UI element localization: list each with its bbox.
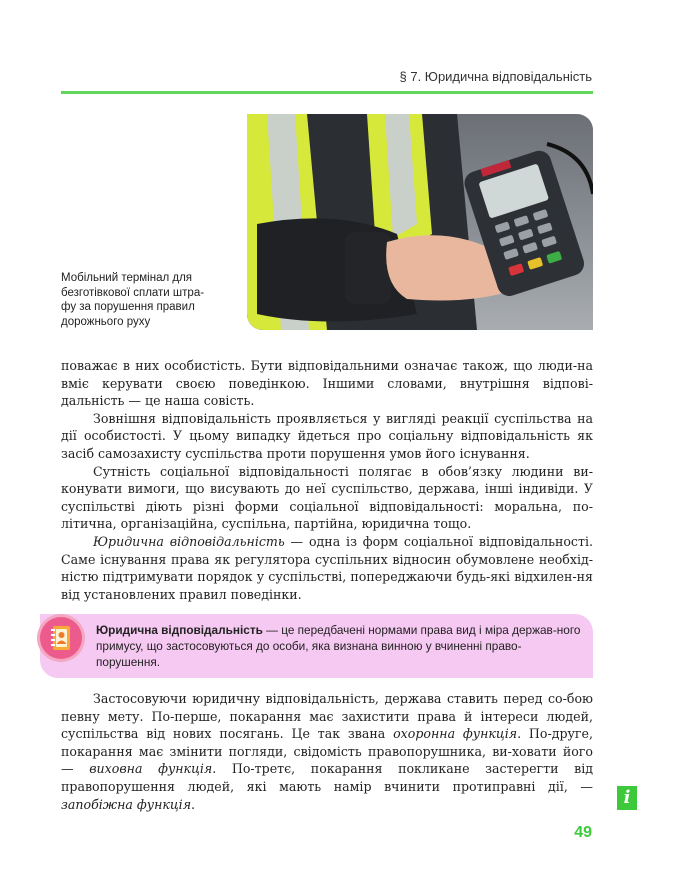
paragraph-5-part-3: . По-третє, покарання покликане застерегти від правопорушення людей, які мають намір вчинити протиправні дії, — (61, 761, 593, 794)
terminal-photo-illustration (247, 114, 593, 330)
legal-responsibility-rest: — одна із форм соціальної відповідальності. Саме існування права як регулятора суспільних відносин обумовлене необхід-ністю підтримувати порядок у суспільстві, попереджаючи будь-які відхилен-ня від установлених правил поведінки. (61, 533, 593, 602)
paragraph-2: Зовнішня відповідальність проявляється у вигляді реакції суспільства на дії особистості. У цьому випадку йдеться про соціальну відповідальність як засіб самозахисту суспільства проти порушення умов його існування. (61, 410, 593, 461)
paragraph-5-part-4: . (191, 796, 196, 812)
notebook-icon (40, 617, 82, 659)
body-text-bottom (61, 690, 593, 813)
paragraph-4 (61, 533, 593, 603)
page-number: 49 (574, 824, 592, 841)
definition-text (96, 622, 584, 670)
info-badge: i (617, 786, 637, 810)
paragraph-5 (61, 690, 593, 813)
paragraph-5-part-1: Застосовуючи юридичну відповідальність, держава ставить перед со-бою певну мету. По-перше, покарання має захистити права й інтереси людей, суспільства від нових посягань. Це так звана (61, 691, 593, 742)
definition-term: Юридична відповідальність (96, 623, 263, 637)
educational-function-term: виховна функція (89, 761, 213, 777)
definition-body: — це передбачені нормами права вид і міра держав-ного примусу, що застосовуються до особи, яка визнана винною у вчиненні право-порушення. (96, 623, 581, 669)
protective-function-term: охоронна функція (393, 726, 518, 742)
preventive-function-term: запобіжна функція (61, 796, 192, 812)
paragraph-3: Сутність соціальної відповідальності полягає в обов’язку людини ви-конувати вимоги, що висувають до неї суспільство, держава, інші індивіди. У суспільстві діють різні форми соціальної відповідальності: моральна, по-літична, організаційна, суспільна, партійна, юридична тощо. (61, 463, 593, 532)
page-header-title: § 7. Юридична відповідальність (399, 69, 592, 84)
body-text-top (61, 357, 593, 603)
terminal-photo (247, 114, 593, 330)
header-divider (61, 91, 593, 94)
legal-responsibility-term: Юридична відповідальність (93, 533, 285, 549)
photo-caption: Мобільний термінал для безготівкової сплати штра- фу за порушення правил дорожнього руху (61, 272, 205, 328)
paragraph-1: поважає в них особистість. Бути відповідальними означає також, що люди-на вміє керувати своєю поведінкою. Іншими словами, внутрішня відпові-дальність — це наша совість. (61, 358, 593, 409)
paragraph-5-part-2: . По-друге, покарання має змінити погляди, свідомість правопорушника, ви-ховати його — (61, 726, 593, 777)
